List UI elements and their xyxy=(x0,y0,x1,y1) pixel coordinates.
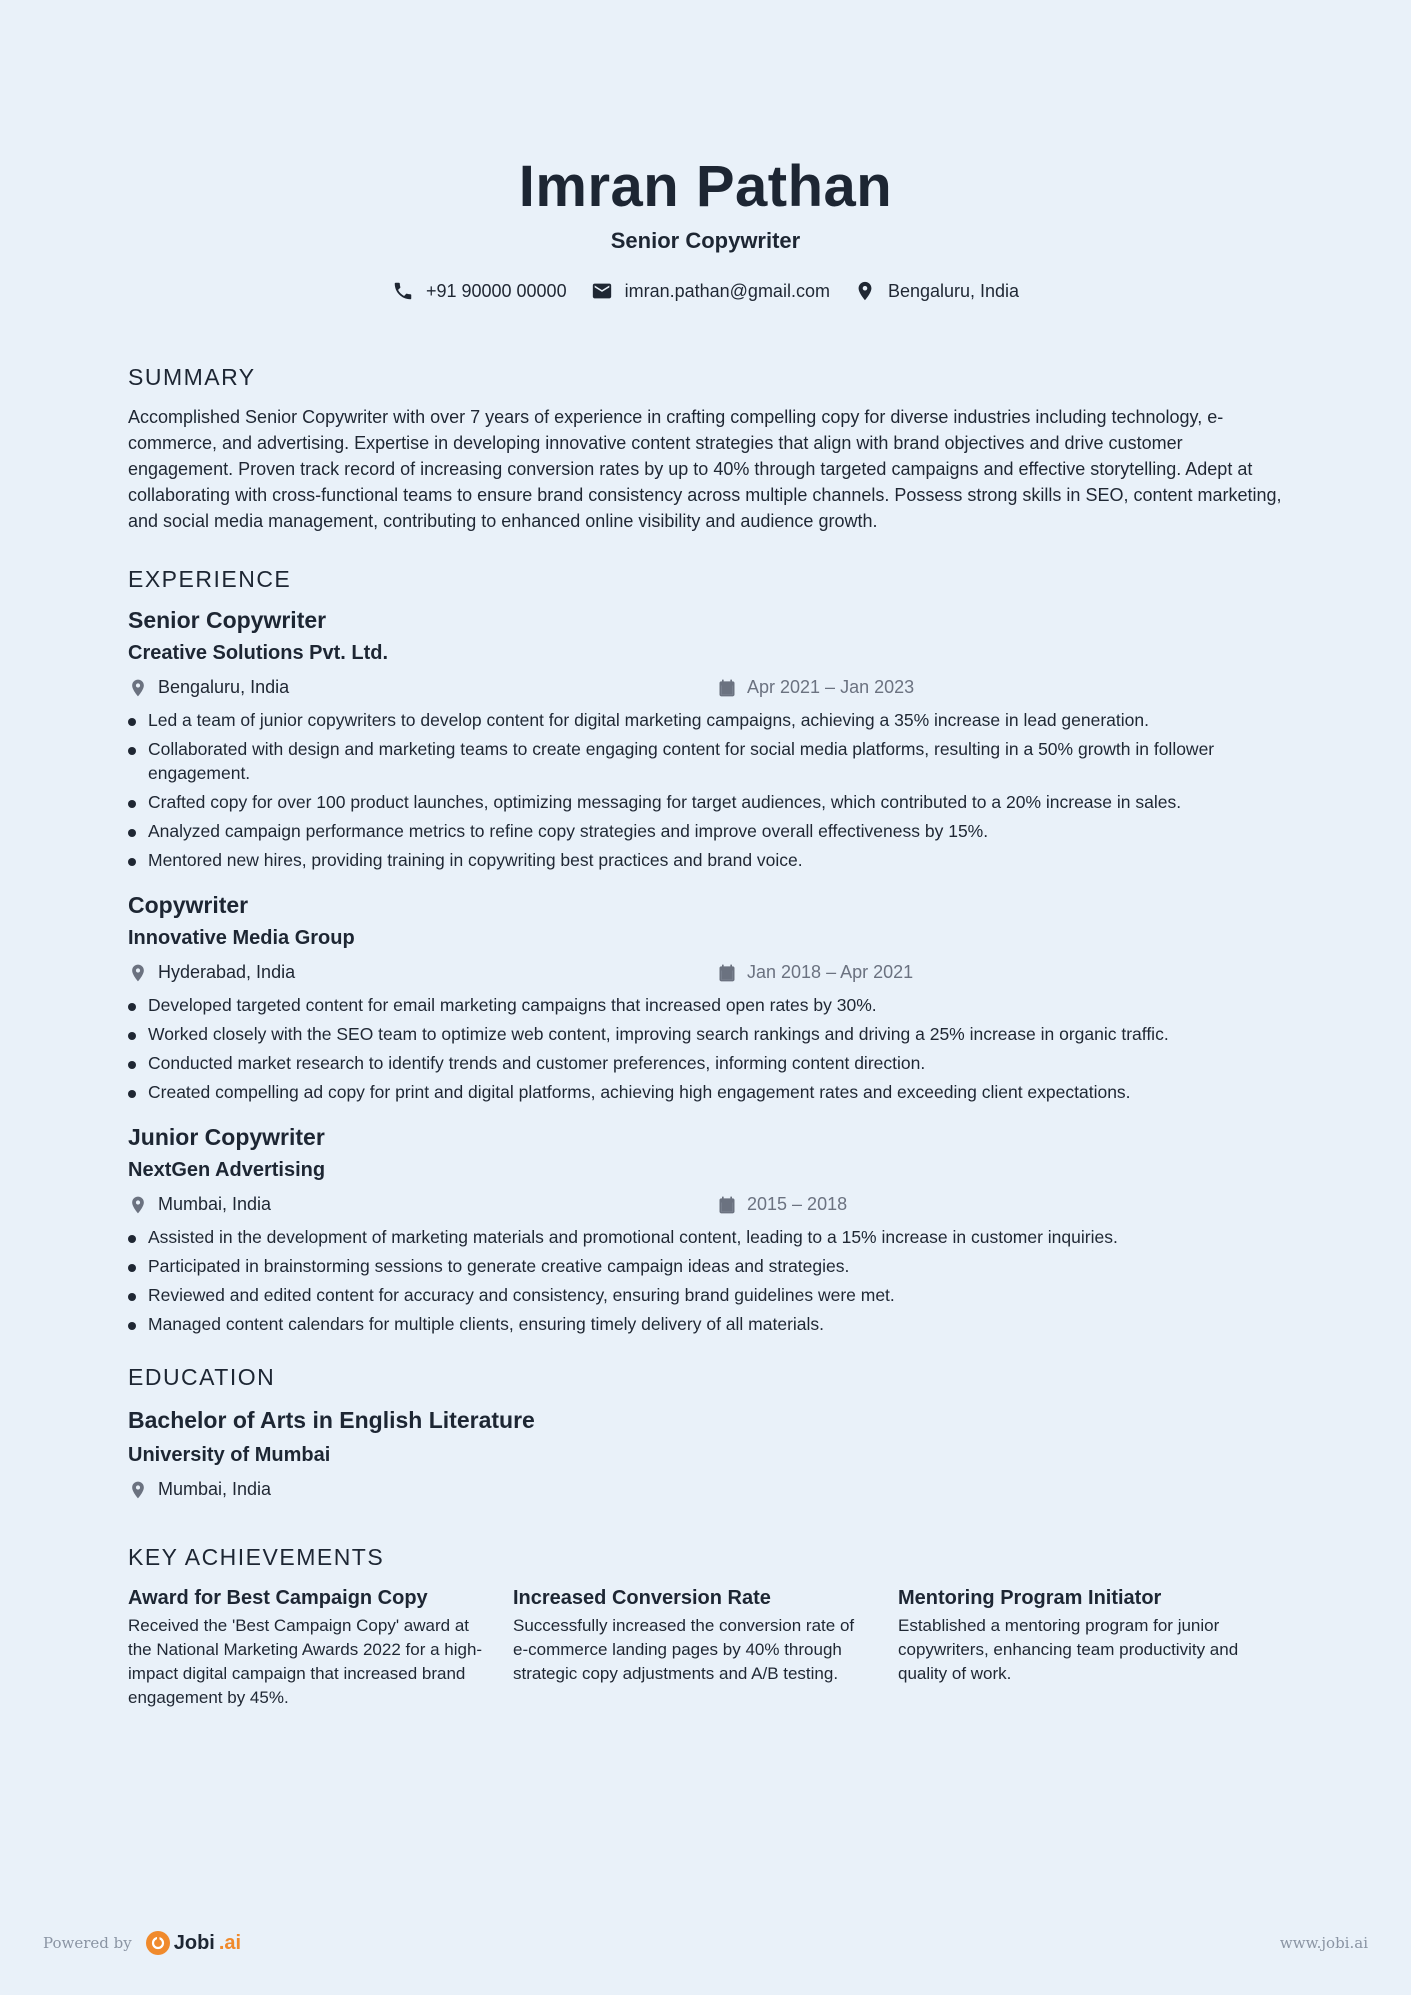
resume-header xyxy=(128,0,1283,302)
bullet-item: Developed targeted content for email marketing campaigns that increased open rates by 30%. xyxy=(128,993,1283,1017)
phone-text: +91 90000 00000 xyxy=(425,280,567,301)
job-dates-text: 2015 – 2018 xyxy=(747,1194,848,1214)
achievement-title: Increased Conversion Rate xyxy=(513,1587,771,1609)
job-bullets xyxy=(128,993,1283,1104)
calendar-icon xyxy=(717,1195,737,1215)
job-entry xyxy=(128,892,1283,1104)
job-meta xyxy=(128,962,1283,983)
bullet-item: Participated in brainstorming sessions to generate creative campaign ideas and strategies. xyxy=(128,1254,1283,1278)
achievement-description: Successfully increased the conversion rate of e-commerce landing pages by 40% through strategic copy adjustments and A/B testing. xyxy=(513,1616,855,1683)
job-location-text: Mumbai, India xyxy=(158,1194,272,1214)
company-name: Creative Solutions Pvt. Ltd. xyxy=(128,642,389,664)
calendar-icon xyxy=(717,963,737,983)
job-location xyxy=(128,962,717,983)
bullet-item: Assisted in the development of marketing materials and promotional content, leading to a 15% increase in customer inquiries. xyxy=(128,1225,1283,1249)
job-dates xyxy=(717,1194,847,1215)
degree-title: Bachelor of Arts in English Literature xyxy=(128,1407,535,1433)
powered-by xyxy=(43,1931,241,1955)
summary-text: Accomplished Senior Copywriter with over 7 years of experience in crafting compelling copy for diverse industries including technology, e-commerce, and advertising. Expertise in developing innovative content strategies that align with brand objectives and drive customer engagement. Proven track record of increasing conversion rates by up to 40% through targeted campaigns and effective storytelling. Adept at collaborating with cross-functional teams to ensure brand consistency across multiple channels. Possess strong skills in SEO, content marketing, and social media management, contributing to enhanced online visibility and audience growth. xyxy=(128,407,1282,531)
job-dates xyxy=(717,962,913,983)
bullet-item: Analyzed campaign performance metrics to refine copy strategies and improve overall effectiveness by 15%. xyxy=(128,819,1283,843)
location-text: Bengaluru, India xyxy=(887,280,1020,301)
contact-info xyxy=(128,280,1283,302)
bullet-item: Reviewed and edited content for accuracy and consistency, ensuring brand guidelines were met. xyxy=(128,1283,1283,1307)
job-location xyxy=(128,1194,717,1215)
achievement-card xyxy=(128,1587,513,1710)
achievements-grid xyxy=(128,1587,1283,1710)
jobi-logo-icon xyxy=(146,1931,170,1955)
job-bullets xyxy=(128,1225,1283,1336)
candidate-title: Senior Copywriter xyxy=(610,228,801,253)
achievement-card xyxy=(898,1587,1283,1710)
education-heading: EDUCATION xyxy=(128,1364,276,1390)
company-name: Innovative Media Group xyxy=(128,927,355,949)
location-pin-icon xyxy=(128,1480,148,1500)
page-footer xyxy=(43,1931,1368,1955)
job-meta xyxy=(128,677,1283,698)
achievement-description: Received the 'Best Campaign Copy' award at the National Marketing Awards 2022 for a high-impact digital campaign that increased brand engagement by 45%. xyxy=(128,1616,483,1707)
brand-logo[interactable] xyxy=(146,1931,241,1955)
job-entry xyxy=(128,607,1283,872)
website-link[interactable]: www.jobi.ai xyxy=(1279,1934,1368,1952)
experience-section xyxy=(128,566,1283,1336)
bullet-item: Led a team of junior copywriters to develop content for digital marketing campaigns, achieving a 35% increase in lead generation. xyxy=(128,708,1283,732)
achievement-card xyxy=(513,1587,898,1710)
achievements-section xyxy=(128,1544,1283,1710)
job-dates-text: Jan 2018 – Apr 2021 xyxy=(747,962,914,982)
location-pin-icon xyxy=(128,963,148,983)
education-section xyxy=(128,1364,1283,1500)
achievements-heading: KEY ACHIEVEMENTS xyxy=(128,1544,385,1570)
experience-heading: EXPERIENCE xyxy=(128,566,292,592)
job-dates-text: Apr 2021 – Jan 2023 xyxy=(747,677,915,697)
bullet-item: Collaborated with design and marketing teams to create engaging content for social media platforms, resulting in a 50% growth in follower engagement. xyxy=(128,737,1283,785)
achievement-title: Mentoring Program Initiator xyxy=(898,1587,1162,1609)
company-name: NextGen Advertising xyxy=(128,1159,326,1181)
job-title: Senior Copywriter xyxy=(128,607,327,633)
job-title: Junior Copywriter xyxy=(128,1124,325,1150)
job-location-text: Hyderabad, India xyxy=(158,962,296,982)
calendar-icon xyxy=(717,678,737,698)
job-location xyxy=(128,677,717,698)
job-dates xyxy=(717,677,914,698)
brand-name: Jobi xyxy=(173,1931,215,1954)
brand-suffix: .ai xyxy=(218,1931,242,1954)
bullet-item: Managed content calendars for multiple clients, ensuring timely delivery of all materials. xyxy=(128,1312,1283,1336)
candidate-name: Imran Pathan xyxy=(518,154,893,219)
bullet-item: Mentored new hires, providing training in copywriting best practices and brand voice. xyxy=(128,848,1283,872)
location-pin-icon xyxy=(854,280,876,302)
achievement-description: Established a mentoring program for junior copywriters, enhancing team productivity and quality of work. xyxy=(898,1616,1239,1683)
email-icon xyxy=(591,280,613,302)
education-location xyxy=(128,1479,717,1500)
education-location-text: Mumbai, India xyxy=(158,1479,272,1499)
job-title: Copywriter xyxy=(128,892,249,918)
email-text: imran.pathan@gmail.com xyxy=(624,280,830,301)
powered-by-label: Powered by xyxy=(43,1934,132,1952)
achievement-title: Award for Best Campaign Copy xyxy=(128,1587,428,1609)
contact-phone[interactable] xyxy=(392,280,567,302)
school-name: University of Mumbai xyxy=(128,1444,331,1466)
bullet-item: Conducted market research to identify trends and customer preferences, informing content direction. xyxy=(128,1051,1283,1075)
education-meta xyxy=(128,1479,1283,1500)
phone-icon xyxy=(392,280,414,302)
summary-section xyxy=(128,364,1283,534)
contact-email[interactable] xyxy=(591,280,830,302)
job-meta xyxy=(128,1194,1283,1215)
summary-heading: SUMMARY xyxy=(128,364,256,390)
resume-page xyxy=(128,0,1283,1710)
location-pin-icon xyxy=(128,678,148,698)
bullet-item: Created compelling ad copy for print and digital platforms, achieving high engagement rates and exceeding client expectations. xyxy=(128,1080,1283,1104)
job-location-text: Bengaluru, India xyxy=(158,677,290,697)
location-pin-icon xyxy=(128,1195,148,1215)
job-bullets xyxy=(128,708,1283,872)
bullet-item: Worked closely with the SEO team to optimize web content, improving search rankings and driving a 25% increase in organic traffic. xyxy=(128,1022,1283,1046)
contact-location xyxy=(854,280,1019,302)
job-entry xyxy=(128,1124,1283,1336)
bullet-item: Crafted copy for over 100 product launches, optimizing messaging for target audiences, which contributed to a 20% increase in sales. xyxy=(128,790,1283,814)
